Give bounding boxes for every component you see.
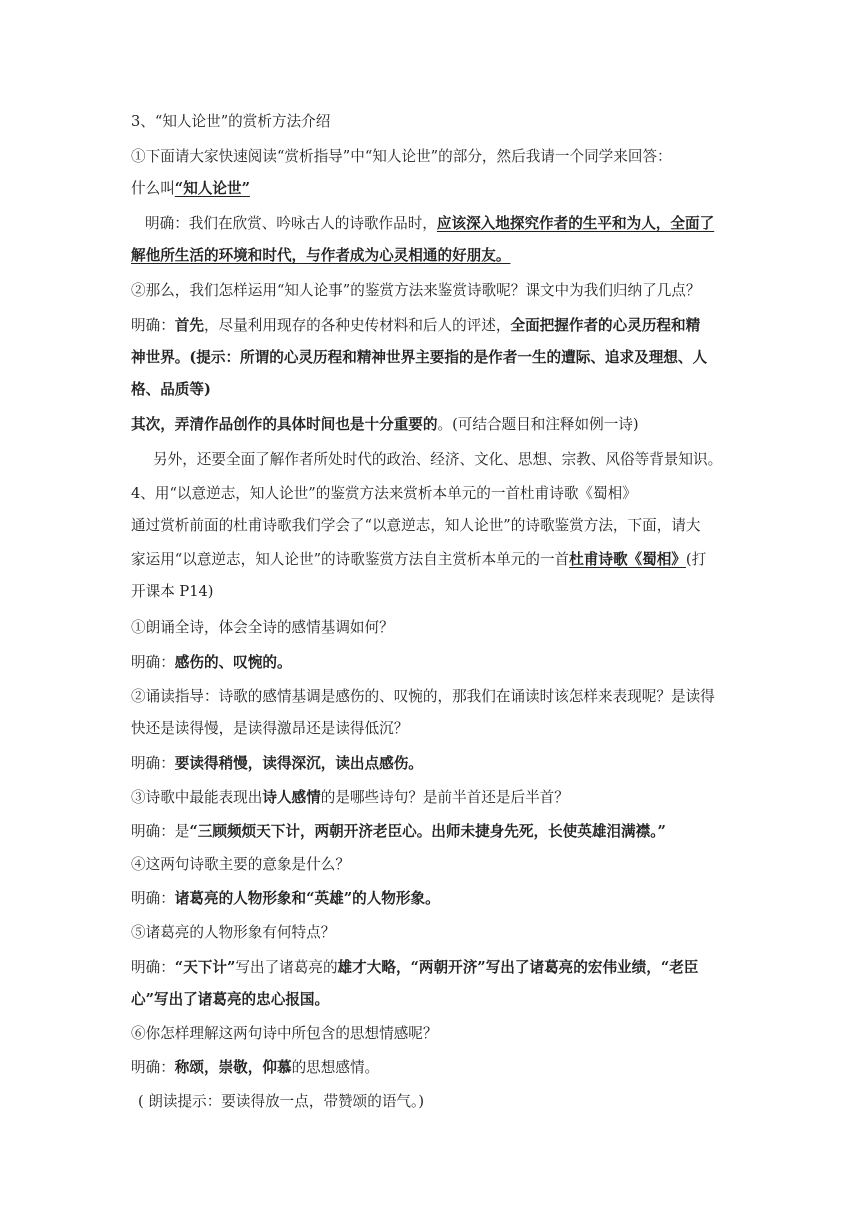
section-4-para-line-1: 通过赏析前面的杜甫诗歌我们学会了“以意逆志，知人论世”的诗歌鉴赏方法，下面，请大 [131, 517, 701, 534]
item-6-question: ⑥你怎样理解这两句诗中所包含的思想情感呢？ [131, 1025, 438, 1042]
question-1-cont: 什么叫“知人论世” [131, 180, 250, 197]
question-2: ②那么，我们怎样运用“知人论事”的鉴赏方法来鉴赏诗歌呢？课文中为我们归纳了几点？ [131, 282, 701, 299]
item-6-answer: 明确：称颂，崇敬，仰慕的思想感情。 [131, 1059, 380, 1076]
question-1: ①下面请大家快速阅读“赏析指导”中“知人论世”的部分，然后我请一个同学来回答： [131, 148, 672, 165]
item-5-question: ⑤诸葛亮的人物形象有何特点？ [131, 924, 336, 941]
item-2-question-line-2: 快还是读得慢，是读得激昂还是读得低沉？ [131, 720, 409, 737]
item-4-answer: 明确：诸葛亮的人物形象和“英雄”的人物形象。 [131, 890, 440, 907]
answer-1-line-1: 明确：我们在欣赏、吟咏古人的诗歌作品时，应该深入地探究作者的生平和为人，全面了 [145, 215, 715, 232]
section-4-para-line-3: 开课本 P14) [131, 583, 214, 600]
answer-2-second: 其次，弄清作品创作的具体时间也是十分重要的。(可结合题目和注释如例一诗) [131, 416, 639, 433]
poem-title-shuxiang: 杜甫诗歌《蜀相》 [569, 551, 686, 568]
answer-2-third: 另外，还要全面了解作者所处时代的政治、经济、文化、思想、宗教、风俗等背景知识。 [153, 451, 723, 468]
item-2-question-line-1: ②诵读指导：诗歌的感情基调是感伤的、叹惋的，那我们在诵读时该怎样来表现呢？是读得 [131, 688, 715, 705]
item-4-question: ④这两句诗歌主要的意象是什么？ [131, 856, 350, 873]
item-5-answer-line-1: 明确：“天下计”写出了诸葛亮的雄才大略，“两朝开济”写出了诸葛亮的宏伟业绩，“老臣 [131, 959, 699, 976]
section-4-heading: 4、用“以意逆志，知人论世”的鉴赏方法来赏析本单元的一首杜甫诗歌《蜀相》 [131, 485, 637, 502]
term-zhirenlunshi: “知人论世” [174, 180, 250, 197]
section-3-heading: 3、“知人论世”的赏析方法介绍 [131, 113, 331, 130]
answer-1-line-2: 解他所生活的环境和时代，与作者成为心灵相通的好朋友。 [131, 247, 511, 264]
answer-2-line-2: 神世界。(提示：所谓的心灵历程和精神世界主要指的是作者一生的遭际、追求及理想、人 [131, 349, 708, 366]
reading-note: ( 朗读提示：要读得放一点，带赞颂的语气。) [138, 1093, 425, 1110]
item-2-answer: 明确：要读得稍慢，读得深沉，读出点感伤。 [131, 755, 423, 772]
item-5-answer-line-2: 心”写出了诸葛亮的忠心报国。 [131, 991, 330, 1008]
answer-2-line-1: 明确：首先，尽量利用现存的各种史传材料和后人的评述，全面把握作者的心灵历程和精 [131, 317, 701, 334]
item-1-answer: 明确：感伤的、叹惋的。 [131, 654, 292, 671]
item-1-question: ①朗诵全诗，体会全诗的感情基调如何？ [131, 619, 394, 636]
item-3-answer: 明确：是“三顾频烦天下计，两朝开济老臣心。出师未捷身先死，长使英雄泪满襟。” [131, 823, 666, 840]
section-4-para-line-2: 家运用“以意逆志，知人论世”的诗歌鉴赏方法自主赏析本单元的一首杜甫诗歌《蜀相》(打 [131, 551, 707, 568]
item-3-question: ③诗歌中最能表现出诗人感情的是哪些诗句？是前半首还是后半首？ [131, 789, 569, 806]
answer-2-line-3: 格、品质等) [131, 381, 211, 398]
